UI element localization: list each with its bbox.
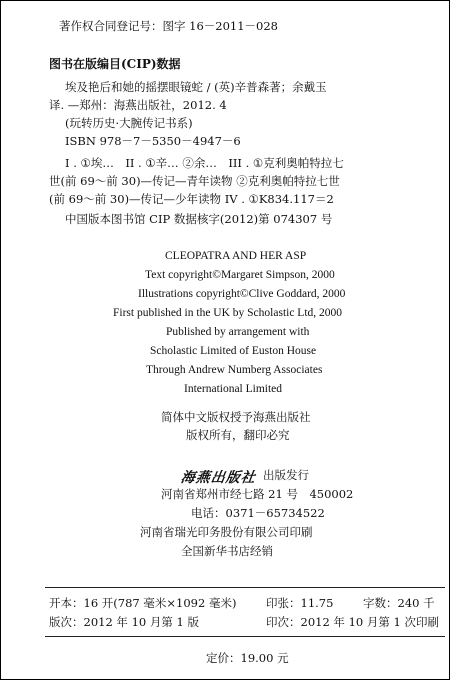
cip-publisher-line: 译. —郑州：海燕出版社，2012. 4 [49, 98, 227, 112]
cip-isbn-line: ISBN 978－7－5350－4947－6 [65, 134, 241, 148]
registration-number: 著作权合同登记号：图字 16－2011－028 [59, 19, 279, 33]
cip-classification-line: 世(前 69～前 30)—传记—青年读物 ②克利奥帕特拉七世 [49, 174, 340, 188]
rights-granted: 简体中文版权授予海燕出版社 [161, 410, 311, 424]
specs-top-rule [45, 587, 445, 588]
sheets-spec: 印张：11.75 [266, 596, 334, 610]
publisher-logo: 海燕出版社 [179, 470, 257, 486]
cip-core-number: 中国版本图书馆 CIP 数据核字(2012)第 074307 号 [65, 212, 333, 226]
specs-bottom-rule [45, 636, 445, 637]
cip-title-line: 埃及艳后和她的摇摆眼镜蛇 / (英)辛普森著；余戴玉 [65, 80, 327, 94]
price-label: 定价：19.00 元 [206, 651, 289, 665]
printer-line: 河南省瑞光印务股份有限公司印刷 [140, 525, 313, 539]
english-agency: Through Andrew Numberg Associates [146, 364, 323, 376]
publisher-issue: 出版发行 [263, 468, 309, 482]
words-spec: 字数：240 千 [363, 596, 435, 610]
english-international: International Limited [184, 383, 283, 395]
publisher-phone: 电话：0371－65734522 [191, 506, 325, 520]
cip-heading: 图书在版编目(CIP)数据 [49, 57, 181, 71]
cip-series-line: (玩转历史·大腕传记书系) [65, 116, 193, 130]
english-text-copyright: Text copyright©Margaret Simpson, 2000 [145, 269, 335, 281]
english-first-published: First published in the UK by Scholastic Ltd, 2000 [113, 307, 343, 319]
english-illustrations-copyright: Illustrations copyright©Clive Goddard, 2000 [138, 288, 346, 300]
format-spec: 开本：16 开(787 毫米×1092 毫米) [49, 596, 237, 610]
publisher-address: 河南省郑州市经七路 21 号 450002 [161, 487, 354, 501]
printing-spec: 印次：2012 年 10 月第 1 次印刷 [266, 615, 439, 629]
cip-classification-line: I . ①埃… II . ①辛… ②余… III . ①克利奥帕特拉七 [65, 156, 344, 170]
english-book-title: CLEOPATRA AND HER ASP [165, 250, 307, 262]
english-scholastic: Scholastic Limited of Euston House [150, 345, 317, 357]
distributor-line: 全国新华书店经销 [181, 544, 273, 558]
cip-classification-line: (前 69～前 30)—传记—少年读物 IV . ①K834.117＝2 [49, 192, 334, 206]
english-arrangement: Published by arrangement with [166, 326, 310, 338]
edition-spec: 版次：2012 年 10 月第 1 版 [49, 615, 199, 629]
rights-reserved: 版权所有，翻印必究 [186, 428, 290, 442]
